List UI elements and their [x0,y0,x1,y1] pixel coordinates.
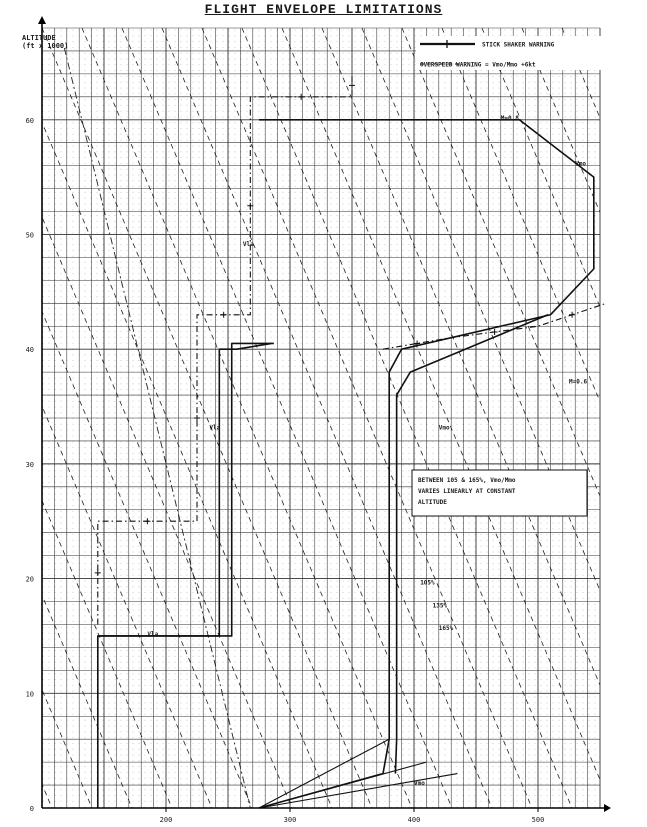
y-tick-label: 10 [25,690,34,699]
diagonal-reference-line [0,28,12,808]
y-axis-label-units: (ft x 1000) [22,42,69,50]
annotation-label: M=0.8 [500,114,519,122]
annotation-label: 135% [432,602,448,610]
legend-label: STICK SHAKER WARNING [482,41,555,49]
note-text-line: ALTITUDE [418,499,447,506]
y-tick-label: 20 [25,575,34,584]
y-axis-arrow [38,16,46,24]
legend-label: OVERSPEED WARNING = Vmo/Mmo +6kt [420,61,536,69]
annotation-label: 165% [438,625,454,633]
y-axis-label: ALTITUDE [22,34,56,42]
annotation-label: Vla [147,630,159,638]
x-axis-arrow [604,804,611,812]
annotation-label: Vmo [438,424,450,432]
x-tick-label: 300 [283,816,297,824]
diagonal-reference-line [602,28,647,808]
page-title: FLIGHT ENVELOPE LIMITATIONS [204,2,443,17]
note-text-line: VARIES LINEARLY AT CONSTANT [418,488,516,495]
annotation-label: Vmo [575,160,587,168]
annotation-label: Vmo [414,780,425,788]
annotation-label: 105% [420,579,435,587]
x-tick-label: 500 [531,816,545,824]
y-tick-label: 50 [25,231,34,240]
y-tick-label: 60 [25,116,34,125]
x-tick-label: 400 [407,816,421,824]
note-text-line: BETWEEN 105 & 165%, Vmo/Mmo [418,477,516,484]
x-tick-label: 200 [159,816,173,824]
annotation-label: M=0.6 [569,378,588,386]
y-tick-label: 30 [25,460,34,469]
diagonal-reference-line [642,28,647,808]
y-tick-label: 0 [29,805,34,813]
annotation-label: Vla [242,240,254,248]
y-tick-label: 40 [25,346,34,355]
annotation-label: Vla [209,424,221,432]
